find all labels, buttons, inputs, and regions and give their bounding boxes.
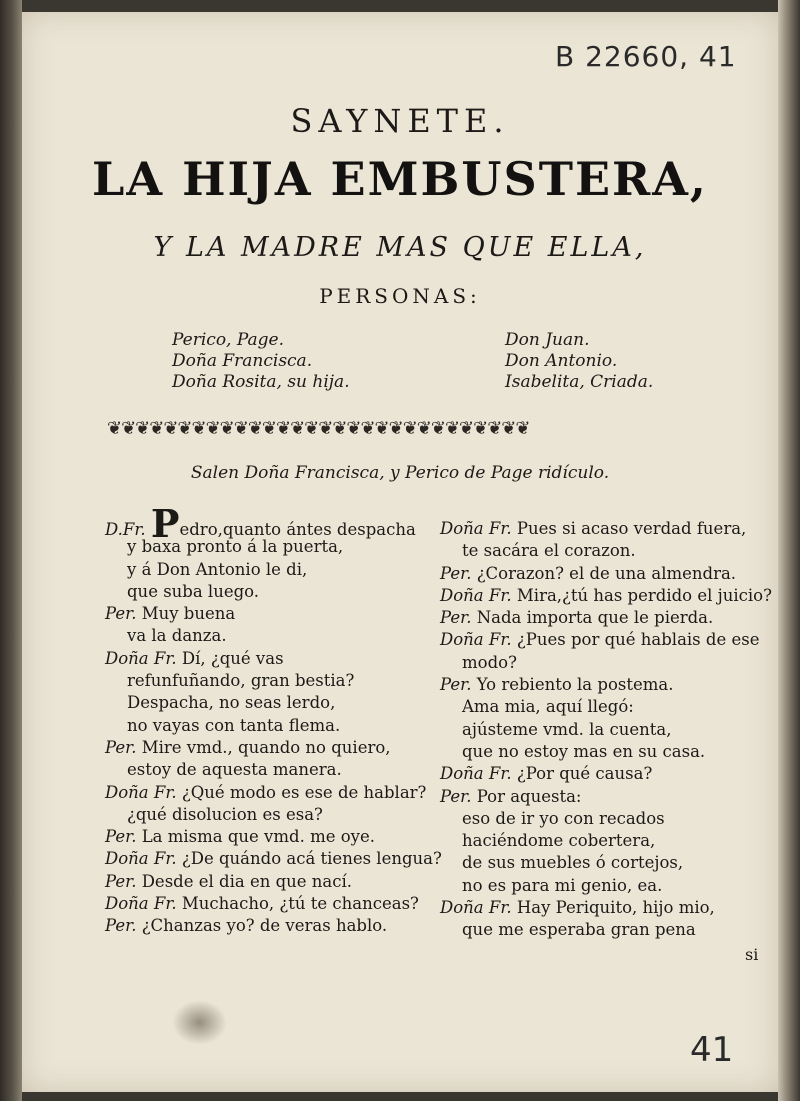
verse-line: [440, 919, 772, 941]
verse-line: [105, 893, 442, 915]
verse-line: [105, 536, 442, 558]
verse-text: Muy buena: [141, 604, 236, 624]
speaker-label: Per.: [105, 916, 137, 936]
play-subtitle: Y LA MADRE MAS QUE ELLA,: [153, 232, 647, 263]
ornament-divider: ❦❦❦❦❦❦❦❦❦❦❦❦❦❦❦❦❦❦❦❦❦❦❦❦❦❦❦❦❦❦: [107, 418, 530, 439]
cast-list-right: [505, 330, 653, 393]
speaker-label: Doña Fr.: [105, 782, 177, 802]
speaker-label: Doña Fr.: [440, 898, 512, 918]
verse-line: [105, 737, 442, 759]
verse-text: no es para mi genio, ea.: [462, 875, 663, 895]
verse-text: ¿Por qué causa?: [516, 764, 653, 784]
verse-text: eso de ir yo con recados: [462, 808, 665, 828]
verse-text: Muchacho, ¿tú te chanceas?: [181, 894, 419, 914]
verse-text: y baxa pronto á la puerta,: [127, 537, 344, 557]
verse-line: [105, 603, 442, 625]
verse-line: [440, 518, 772, 540]
verse-text: Dí, ¿qué vas: [181, 648, 284, 668]
verse-line: [440, 875, 772, 897]
verse-text: Yo rebiento la postema.: [476, 675, 674, 695]
cast-item: Isabelita, Criada.: [505, 372, 654, 392]
genre-heading: SAYNETE.: [290, 102, 510, 140]
speaker-label: D.Fr.: [105, 520, 146, 539]
text-column-left: [105, 501, 442, 938]
verse-line: [440, 629, 772, 651]
verse-line: [105, 848, 442, 870]
verse-text: haciéndome cobertera,: [462, 831, 656, 851]
verse-line: [105, 501, 442, 546]
speaker-label: Per.: [105, 737, 137, 757]
play-title: LA HIJA EMBUSTERA,: [92, 152, 708, 206]
verse-text: Hay Periquito, hijo mio,: [516, 898, 715, 918]
speaker-label: Doña Fr.: [105, 849, 177, 869]
verse-text: va la danza.: [127, 626, 227, 646]
speaker-label: Doña Fr.: [105, 648, 177, 668]
ink-stain: [172, 1000, 227, 1045]
verse-text: no vayas con tanta flema.: [127, 715, 341, 735]
verse-text: Desde el dia en que nací.: [141, 871, 353, 891]
verse-line: [440, 585, 772, 607]
verse-text: ¿Qué modo es ese de hablar?: [181, 782, 427, 802]
verse-text: ¿Corazon? el de una almendra.: [476, 563, 737, 583]
verse-text: que me esperaba gran pena: [462, 920, 696, 940]
verse-line: [105, 871, 442, 893]
verse-line: [105, 826, 442, 848]
catchword: si: [745, 945, 759, 964]
verse-text: ¿Chanzas yo? de veras hablo.: [141, 916, 388, 936]
personas-heading: PERSONAS:: [319, 284, 481, 308]
verse-text: estoy de aquesta manera.: [127, 760, 342, 780]
speaker-label: Doña Fr.: [440, 585, 512, 605]
verse-line: [440, 763, 772, 785]
speaker-label: Per.: [440, 608, 472, 628]
cast-item: Perico, Page.: [172, 330, 285, 350]
verse-text: Mire vmd., quando no quiero,: [141, 737, 391, 757]
verse-line: [105, 692, 442, 714]
verse-line: [440, 808, 772, 830]
speaker-label: Per.: [105, 827, 137, 847]
cast-item: Don Juan.: [505, 330, 590, 350]
verse-line: [440, 852, 772, 874]
verse-line: [105, 759, 442, 781]
verse-line: [105, 804, 442, 826]
verse-line: [105, 915, 442, 937]
verse-line: [440, 830, 772, 852]
speaker-label: Per.: [440, 675, 472, 695]
verse-text: Despacha, no seas lerdo,: [127, 693, 336, 713]
verse-line: [440, 741, 772, 763]
verse-line: [440, 786, 772, 808]
verse-line: [105, 670, 442, 692]
verse-text: y á Don Antonio le di,: [127, 559, 308, 579]
verse-line: [440, 540, 772, 562]
verse-text: ¿qué disolucion es esa?: [127, 804, 323, 824]
cast-item: Don Antonio.: [505, 351, 618, 371]
verse-line: [440, 696, 772, 718]
verse-line: [440, 674, 772, 696]
verse-line: [105, 715, 442, 737]
verse-text: Ama mia, aquí llegó:: [462, 697, 634, 717]
cast-item: Doña Rosita, su hija.: [172, 372, 350, 392]
verse-text: modo?: [462, 652, 517, 672]
verse-text: ¿De quándo acá tienes lengua?: [181, 849, 442, 869]
verse-line: [440, 563, 772, 585]
page-number: 41: [690, 1030, 734, 1070]
verse-line: [105, 581, 442, 603]
speaker-label: Per.: [105, 604, 137, 624]
speaker-label: Doña Fr.: [105, 894, 177, 914]
speaker-label: Doña Fr.: [440, 764, 512, 784]
verse-text: que no estoy mas en su casa.: [462, 741, 706, 761]
verse-line: [440, 607, 772, 629]
verse-text: edro,quanto ántes despacha: [179, 520, 416, 539]
speaker-label: Doña Fr.: [440, 630, 512, 650]
speaker-label: Per.: [105, 871, 137, 891]
verse-line: [105, 559, 442, 581]
verse-text: Nada importa que le pierda.: [476, 608, 714, 628]
verse-text: que suba luego.: [127, 581, 260, 601]
verse-text: ajústeme vmd. la cuenta,: [462, 719, 672, 739]
verse-text: te sacára el corazon.: [462, 541, 636, 561]
verse-line: [440, 652, 772, 674]
verse-line: [440, 719, 772, 741]
verse-text: refunfuñando, gran bestia?: [127, 671, 355, 691]
verse-text: Pues si acaso verdad fuera,: [516, 519, 747, 538]
cast-list-left: [172, 330, 350, 393]
stage-direction: Salen Doña Francisca, y Perico de Page ridículo.: [190, 463, 610, 483]
verse-line: [105, 782, 442, 804]
drop-initial: P: [150, 501, 180, 546]
text-column-right: [440, 518, 772, 942]
verse-text: Mira,¿tú has perdido el juicio?: [516, 585, 772, 605]
verse-line: [105, 625, 442, 647]
speaker-label: Doña Fr.: [440, 519, 512, 538]
speaker-label: Per.: [440, 786, 472, 806]
verse-text: ¿Pues por qué hablais de ese: [516, 630, 760, 650]
speaker-label: Per.: [440, 563, 472, 583]
verse-text: de sus muebles ó cortejos,: [462, 853, 684, 873]
cast-item: Doña Francisca.: [172, 351, 313, 371]
shelfmark: B 22660, 41: [555, 40, 737, 73]
verse-line: [440, 897, 772, 919]
verse-text: Por aquesta:: [476, 786, 582, 806]
verse-text: La misma que vmd. me oye.: [141, 827, 375, 847]
verse-line: [105, 648, 442, 670]
